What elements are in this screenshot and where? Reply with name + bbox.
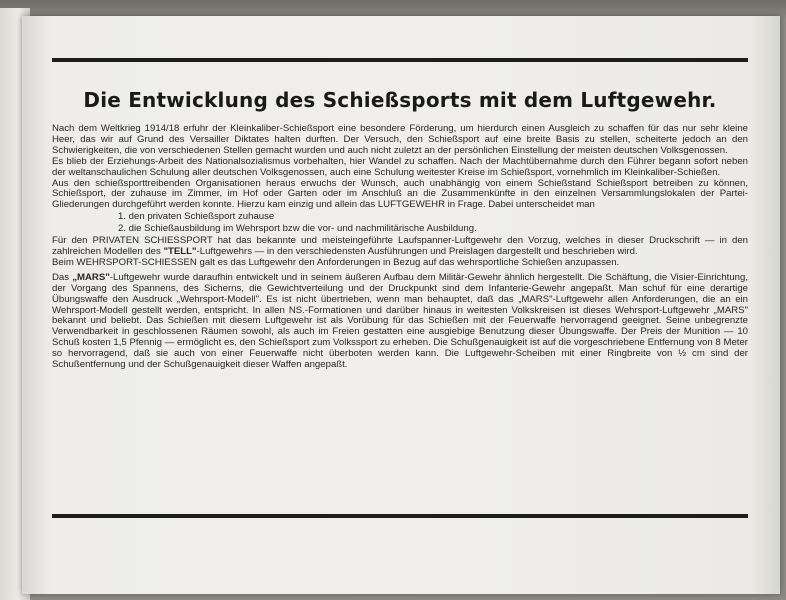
paragraph-5: Beim WEHRSPORT-SCHIESSEN galt es das Luftgewehr den Anforderungen in Bezug auf das wehrsportliche Schießen anzupassen. bbox=[52, 256, 620, 268]
paragraph-1: Nach dem Weltkrieg 1914/18 erfuhr der Kleinkaliber-Schießsport eine besondere Förderung, um hierdurch einen Ausgleich zu schaffen für das nur sehr kleine Heer, das wir auf Grund des Versailler Diktates halten durften. Der Versuch, den Schießsport auf eine breite Basis zu stellen, scheiterte jedoch an den Schwierigkeiten, die von verschiedenen Stellen gemacht wurden und auch nicht zuletzt an der persönlichen Einstellung der meisten deutschen Volksgenossen. bbox=[52, 123, 748, 156]
paragraph-2: Es blieb der Erziehungs-Arbeit des Nationalsozialismus vorbehalten, hier Wandel zu schaffen. Nach der Machtübernahme durch den Führer begann sofort neben der weltanschaulichen Schulung aller deutschen Volksgenossen, auch eine Schulung weitester Kreise im Schießsport, vornehmlich im Kleinkaliber-Schießen. bbox=[52, 155, 748, 178]
bottom-rule bbox=[52, 514, 748, 518]
mars-model-name: „MARS" bbox=[72, 271, 110, 283]
distinction-list bbox=[52, 212, 748, 235]
list-item: 1. den privaten Schießsport zuhause bbox=[118, 211, 275, 223]
article-body bbox=[52, 124, 748, 371]
page-title: Die Entwicklung des Schießsports mit dem Luftgewehr. bbox=[83, 88, 717, 112]
paragraph-4-start: Für den PRIVATEN SCHIESSPORT hat das bekannte und meisteingeführte Laufspanner-Luftgewehr den Vorzug, welches in dieser Druckschrift — in den zahlreichen Modellen des bbox=[52, 235, 748, 257]
list-item: 2. die Schießausbildung im Wehrsport bzw die vor- und nachmilitärische Ausbildung. bbox=[118, 223, 477, 235]
tell-model-name: "TELL" bbox=[163, 245, 197, 257]
paragraph-6-text: -Luftgewehr wurde daraufhin entwickelt und in seinem äußeren Aufbau dem Militär-Gewehr ähnlich hergestellt. Die Schäftung, die Visier-Einrichtung, der Vorgang des Spannens, des Sicherns, die Gewichtverteilung und der Druckpunkt sind dem Infanterie-Gewehr angepaßt. Man schuf für eine derartige Übungswaffe den Ausdruck „Wehrsport-Modell". Es ist nicht übertrieben, wenn man behauptet, daß das „MARS"-Luftgewehr allen Anforderungen, die an ein Wehrsport-Modell gestellt werden, entspricht. In allen NS.-Formationen und darüber hinaus in weitesten Volkskreisen ist dieses Wehrsport-Luftgewehr „MARS" bekannt und beliebt. Das Schießen mit diesem Luftgewehr ist als Vorübung für das Schießen mit der Feuerwaffe hervorragend geeignet. Seine unbegrenzte Verwendbarkeit in geschlossenen Räumen sowohl, als auch im Freien gestatten eine ausgiebige Benutzung dieser Übungswaffe. Der Preis der Munition — 10 Schuß kosten 1,5 Pfennig — ermöglicht es, den Schießsport zum Volkssport zu erheben. Die Schußgenauigkeit ist auf die vorgeschriebene Entfernung von 8 Meter so hervorragend, daß sie auch von einer Feuerwaffe nicht überboten werden kann. Die Luftgewehr-Scheiben mit einer Ringbreite von ½ cm sind der Schußentfernung und der Schußgenauigkeit dieser Waffen angepaßt. bbox=[52, 271, 748, 371]
paragraph-4 bbox=[52, 236, 748, 258]
paragraph-3: Aus den schießsporttreibenden Organisationen heraus erwuchs der Wunsch, auch unabhängig von einem Schießstand Schießsport betreiben zu können, Schießsport, der zuhause im Zimmer, im Hof oder Garten oder im Anschluß an die Zusammenkünfte in den einzelnen Versammlungslokalen der Partei-Gliederungen durchgeführt werden konnte. Hierzu kam einzig und allein das LUFTGEWEHR in Frage. Dabei unterscheidet man bbox=[52, 177, 748, 211]
paragraph-6: Das „MARS"-Luftgewehr wurde daraufhin entwickelt und in seinem äußeren Aufbau dem Militär-Gewehr ähnlich hergestellt. Die Schäftung, die Visier-Einrichtung, der Vorgang des Spannens, des Sicherns, die Gewichtverteilung und der Druckpunkt sind dem Infanterie-Gewehr angepaßt. Man schuf für eine derartige Übungswaffe den Ausdruck „Wehrsport-Modell". Es ist nicht übertrieben, wenn man behauptet, daß das „MARS"-Luftgewehr allen Anforderungen, die an ein Wehrsport-Modell gestellt werden, entspricht. In allen NS.-Formationen und darüber hinaus in weitesten Volkskreisen ist dieses Wehrsport-Luftgewehr „MARS" bekannt und beliebt. Das Schießen mit diesem Luftgewehr ist als Vorübung für das Schießen mit der Feuerwaffe hervorragend geeignet. Seine unbegrenzte Verwendbarkeit in geschlossenen Räumen sowohl, als auch im Freien gestatten eine ausgiebige Benutzung dieser Übungswaffe. Der Preis der Munition — 10 Schuß kosten 1,5 Pfennig — ermöglicht es, den Schießsport zum Volkssport zu erheben. Die Schußgenauigkeit ist auf die vorgeschriebene Entfernung von 8 Meter so hervorragend, daß sie auch von einer Feuerwaffe nicht überboten werden kann. Die Luftgewehr-Scheiben mit einer Ringbreite von ½ cm sind der Schußentfernung und der Schußgenauigkeit dieser Waffen angepaßt. bbox=[52, 271, 748, 371]
top-rule bbox=[52, 58, 748, 62]
paragraph-4-end: -Luftgewehrs — in den verschiedensten Ausführungen und Preislagen dargestellt und beschrieben wird. bbox=[196, 245, 638, 257]
